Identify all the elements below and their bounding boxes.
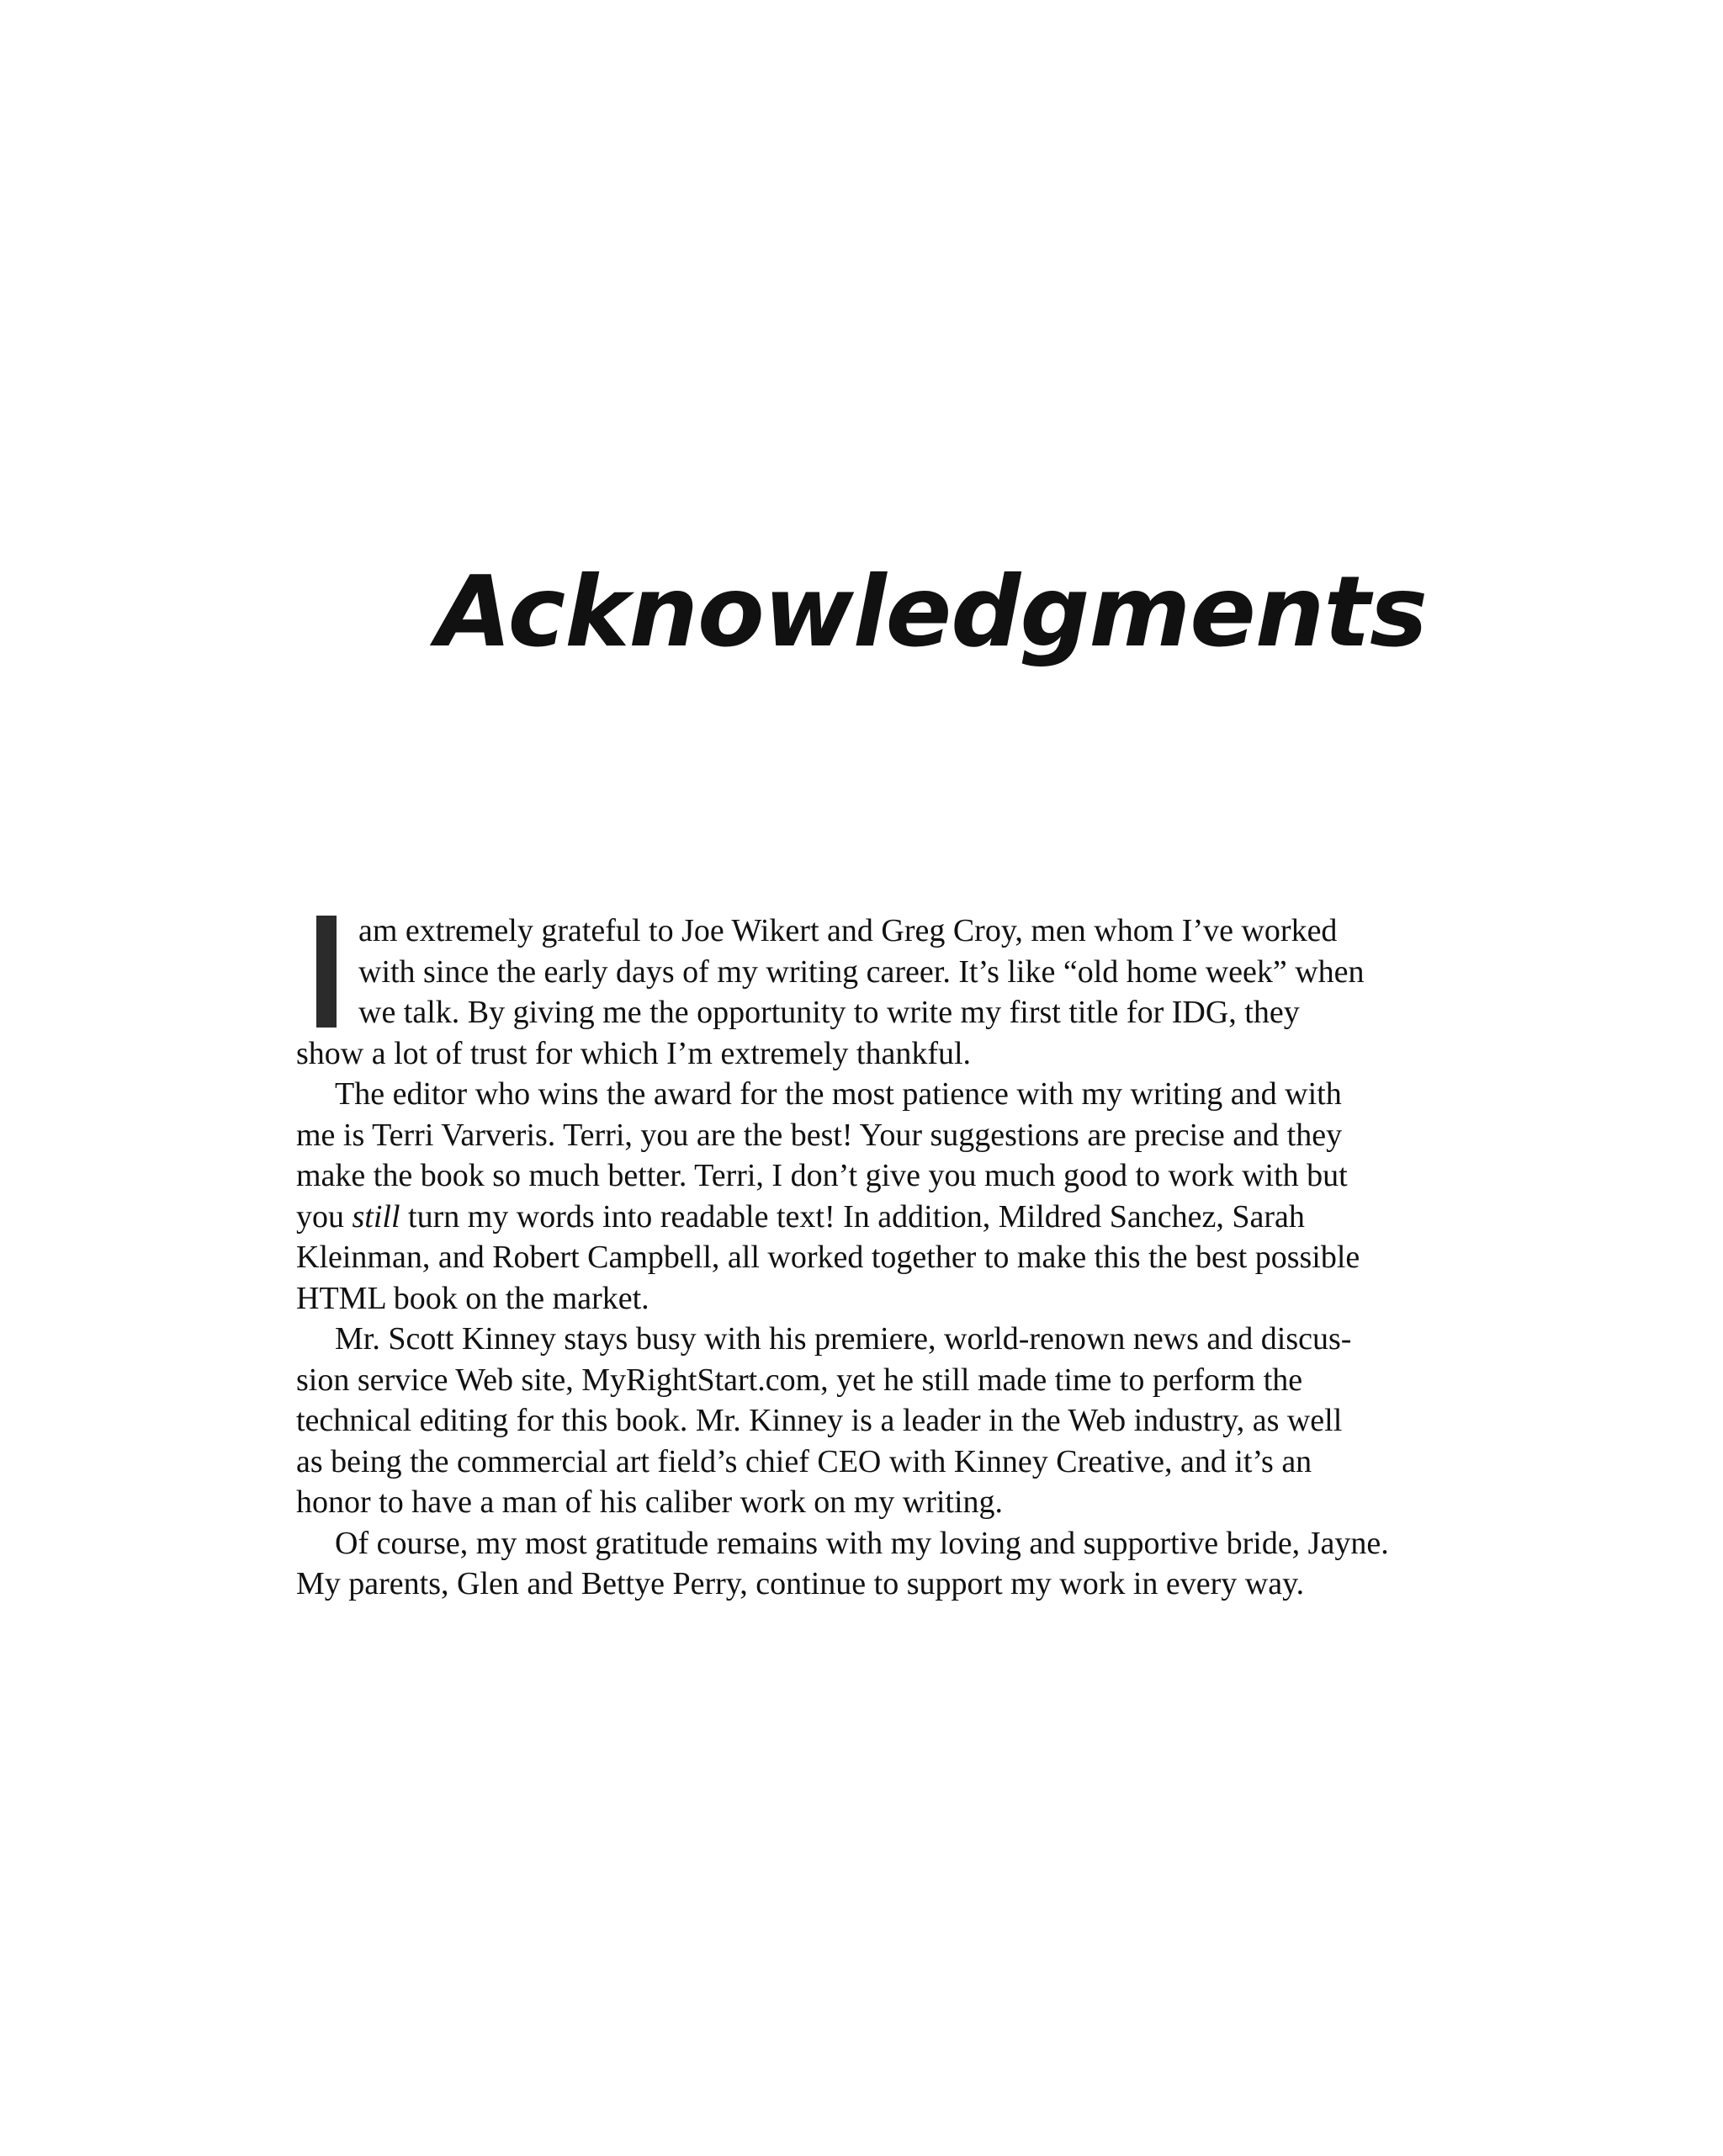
paragraph-line: we talk. By giving me the opportunity to write my first title for IDG, they [358,995,1300,1030]
paragraph-line: show a lot of trust for which I’m extremely thankful. [296,1035,972,1071]
paragraph-2 [296,1074,1428,1319]
line-text: you [296,1198,353,1235]
paragraph-line: with since the early days of my writing career. It’s like “old home week” when [358,953,1365,990]
emphasis-text: still [352,1198,400,1235]
paragraph-4 [296,1523,1428,1605]
paragraph-line: honor to have a man of his caliber work on my writing. [296,1484,1004,1520]
paragraph-line: HTML book on the market. [296,1280,649,1316]
paragraph-line: Mr. Scott Kinney stays busy with his premiere, world-renown news and discus- [335,1321,1352,1357]
paragraph-line: am extremely grateful to Joe Wikert and Greg Croy, men whom I’ve worked [358,913,1338,948]
paragraph-line [296,1197,1428,1238]
chapter-title: Acknowledgments [436,555,1427,669]
paragraph-line: technical editing for this book. Mr. Kinney is a leader in the Web industry, as well [296,1403,1343,1438]
drop-cap [316,916,337,1028]
paragraph-line: Of course, my most gratitude remains with my loving and supportive bride, Jayne. [335,1525,1389,1561]
paragraph-line: sion service Web site, MyRightStart.com, yet he still made time to perform the [296,1362,1303,1398]
paragraph-3 [296,1319,1428,1523]
line-text: turn my words into readable text! In addition, Mildred Sanchez, Sarah [400,1198,1305,1235]
paragraph-line: make the book so much better. Terri, I don’t give you much good to work with but [296,1158,1348,1193]
paragraph-line: me is Terri Varveris. Terri, you are the best! Your suggestions are precise and they [296,1117,1343,1153]
acknowledgments-body [296,911,1428,1605]
paragraph-line: Kleinman, and Robert Campbell, all worked together to make this the best possible [296,1240,1360,1275]
paragraph-line: My parents, Glen and Bettye Perry, continue to support my work in every way. [296,1566,1305,1601]
paragraph-1 [296,911,1428,1074]
paragraph-line: as being the commercial art field’s chief CEO with Kinney Creative, and it’s an [296,1443,1312,1479]
paragraph-line: The editor who wins the award for the most patience with my writing and with [335,1076,1342,1112]
